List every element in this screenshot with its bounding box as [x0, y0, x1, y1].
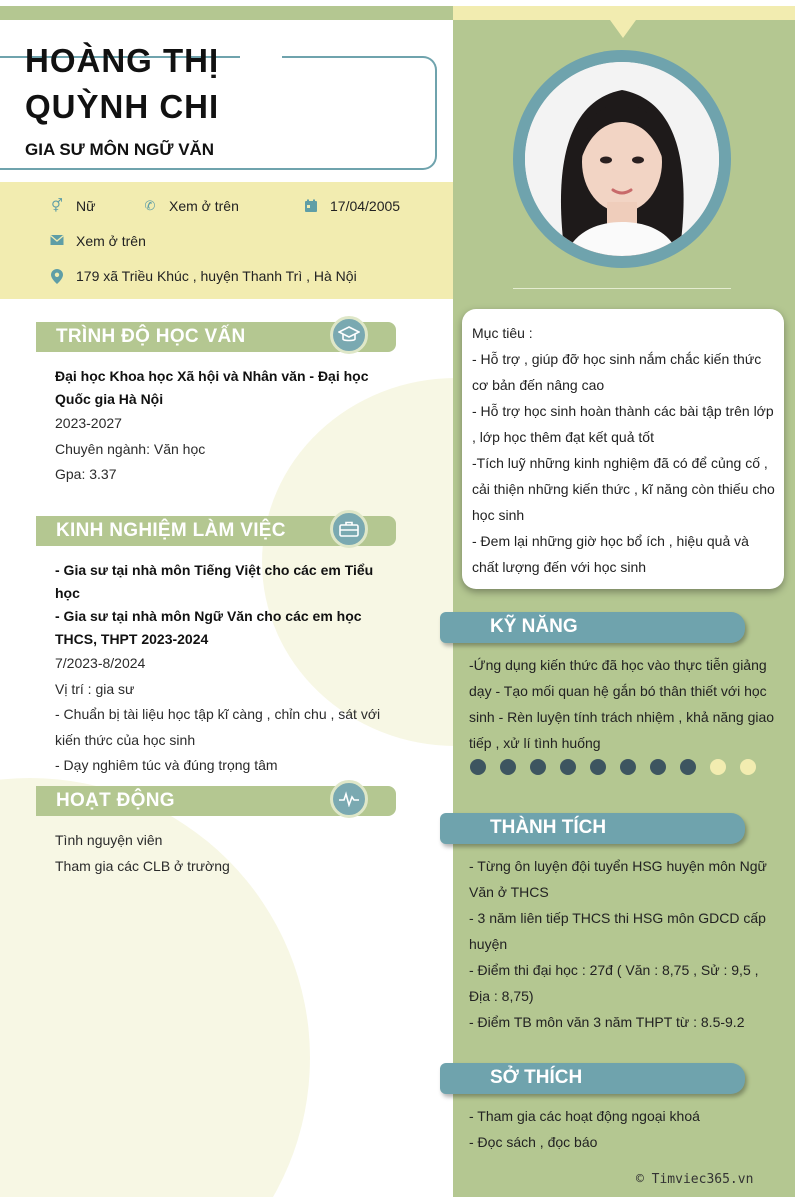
objective-line: - Đem lại những giờ học bổ ích , hiệu quả và chất lượng đến với học sinh	[472, 533, 749, 575]
skill-rating	[470, 759, 770, 775]
full-name: HOÀNG THỊ QUỲNH CHI	[25, 42, 220, 125]
achievements-heading-bar	[440, 813, 745, 844]
rating-dot-filled	[620, 759, 636, 775]
achievement-item: - Điểm TB môn văn 3 năm THPT từ : 8.5-9.2	[469, 1014, 745, 1030]
briefcase-icon	[330, 510, 368, 548]
contact-gender	[50, 198, 95, 214]
calendar-icon	[304, 199, 318, 213]
profile-photo	[525, 62, 719, 256]
experience-details	[55, 559, 400, 779]
job-period: 7/2023-8/2024	[55, 655, 146, 671]
address-value: 179 xã Triều Khúc , huyện Thanh Trì , Hà Nội	[76, 268, 357, 284]
job-1: - Gia sư tại nhà môn Tiếng Việt cho các em Tiểu học	[55, 562, 374, 601]
job-2: - Gia sư tại nhà môn Ngữ Văn cho các em học THCS, THPT 2023-2024	[55, 608, 362, 647]
job-duty-1: - Chuẩn bị tài liệu học tập kĩ càng , chỉn chu , sát với kiến thức của học sinh	[55, 706, 381, 748]
achievements-heading: THÀNH TÍCH	[490, 817, 607, 838]
skills-text: -Ứng dụng kiến thức đã học vào thực tiễn giảng dạy - Tạo mối quan hệ gắn bó thân thiết với học sinh - Rèn luyện tính trách nhiệm , khả năng giao tiếp , xử lí tình huống	[469, 657, 775, 751]
achievement-item: - Điểm thi đại học : 27đ ( Văn : 8,75 , Sử : 9,5 , Địa : 8,75)	[469, 962, 759, 1004]
hobby-item: - Tham gia các hoạt động ngoại khoá	[469, 1108, 700, 1124]
objective-line: - Hỗ trợ học sinh hoàn thành các bài tập trên lớp , lớp học thêm đạt kết quả tốt	[472, 403, 774, 445]
gender-value: Nữ	[76, 198, 96, 214]
education-years: 2023-2027	[55, 415, 122, 431]
rating-dot-filled	[530, 759, 546, 775]
activity-item: Tham gia các CLB ở trường	[55, 857, 230, 874]
job-duty-2: - Dạy nghiêm túc và đúng trọng tâm	[55, 757, 278, 773]
rating-dot-filled	[560, 759, 576, 775]
activity-item: Tình nguyện viên	[55, 832, 163, 848]
job-title: GIA SƯ MÔN NGỮ VĂN	[25, 140, 215, 159]
rating-dot-filled	[650, 759, 666, 775]
job-position: Vị trí : gia sư	[55, 680, 135, 697]
education-heading: TRÌNH ĐỘ HỌC VẤN	[56, 326, 246, 347]
rating-dot-filled	[470, 759, 486, 775]
rating-dot-filled	[590, 759, 606, 775]
objective-label: Mục tiêu :	[472, 325, 533, 341]
footer-credit: © Timviec365.vn	[636, 1172, 754, 1187]
top-strip	[0, 6, 453, 20]
objective-line: - Hỗ trợ , giúp đỡ học sinh nắm chắc kiến thức cơ bản đến nâng cao	[472, 351, 762, 393]
education-gpa: Gpa: 3.37	[55, 466, 117, 482]
rating-dot-empty	[740, 759, 756, 775]
hobbies-heading: SỞ THÍCH	[490, 1067, 583, 1088]
gender-icon: ⚥	[51, 198, 63, 213]
contact-address	[50, 268, 357, 284]
mail-icon	[50, 234, 64, 248]
education-major: Chuyên ngành: Văn học	[55, 440, 206, 457]
rating-dot-filled	[680, 759, 696, 775]
contact-birthday	[304, 198, 400, 214]
contact-phone	[143, 198, 239, 214]
education-details	[55, 365, 395, 488]
email-value: Xem ở trên	[76, 233, 146, 249]
location-pin-icon	[50, 269, 64, 283]
achievements-list	[469, 853, 781, 1035]
pulse-icon	[330, 780, 368, 818]
activities-heading: HOẠT ĐỘNG	[56, 790, 175, 811]
objective-line: -Tích luỹ những kinh nghiệm đã có để củng cố , cải thiện những kiến thức , kĩ năng còn thiếu cho học sinh	[472, 455, 775, 523]
hobby-item: - Đọc sách , đọc báo	[469, 1134, 598, 1150]
divider	[513, 288, 731, 289]
experience-heading: KINH NGHIỆM LÀM VIỆC	[56, 520, 286, 541]
phone-value: Xem ở trên	[169, 198, 239, 214]
activities-list	[55, 828, 395, 879]
decor-triangle	[610, 20, 636, 38]
skills-heading: KỸ NĂNG	[490, 616, 578, 637]
right-top-strip	[453, 6, 795, 20]
contact-email	[50, 233, 146, 249]
rating-dot-empty	[710, 759, 726, 775]
phone-icon: ✆	[144, 198, 156, 213]
name-frame-gap	[240, 52, 282, 60]
objective-text	[472, 320, 777, 580]
school-name: Đại học Khoa học Xã hội và Nhân văn - Đại học Quốc gia Hà Nội	[55, 368, 369, 407]
achievement-item: - Từng ôn luyện đội tuyển HSG huyện môn Ngữ Văn ở THCS	[469, 858, 767, 900]
hobbies-list	[469, 1103, 781, 1155]
skills-heading-bar	[440, 612, 745, 643]
rating-dot-filled	[500, 759, 516, 775]
birthday-value: 17/04/2005	[330, 198, 401, 214]
hobbies-heading-bar	[440, 1063, 745, 1094]
achievement-item: - 3 năm liên tiếp THCS thi HSG môn GDCD cấp huyện	[469, 910, 766, 952]
graduation-cap-icon	[330, 316, 368, 354]
